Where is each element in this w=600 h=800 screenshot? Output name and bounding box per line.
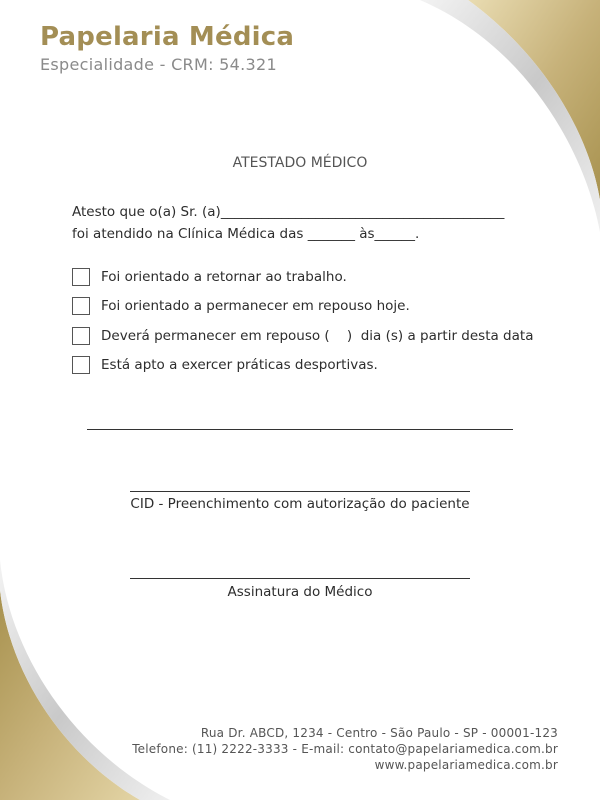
option-fit-for-sports[interactable] — [72, 356, 378, 374]
option-label: Foi orientado a retornar ao trabalho. — [101, 269, 347, 285]
checkbox[interactable] — [72, 327, 90, 345]
brand-name: Papelaria Médica — [40, 22, 295, 52]
checkbox[interactable] — [72, 268, 90, 286]
signature-caption: Assinatura do Médico — [227, 584, 373, 600]
document-title: ATESTADO MÉDICO — [232, 155, 368, 171]
notes-line[interactable] — [87, 429, 513, 430]
footer-contact: Telefone: (11) 2222-3333 - E-mail: contato@papelariamedica.com.br — [132, 742, 558, 756]
specialty-crm: Especialidade - CRM: 54.321 — [40, 55, 277, 74]
checkbox[interactable] — [72, 356, 90, 374]
signature-line[interactable] — [130, 578, 470, 579]
option-label: Está apto a exercer práticas desportivas. — [101, 357, 378, 373]
footer-address: Rua Dr. ABCD, 1234 - Centro - São Paulo - SP - 00001-123 — [200, 726, 558, 740]
cid-line[interactable] — [130, 491, 470, 492]
attest-line-2: foi atendido na Clínica Médica das _______ às______. — [72, 226, 420, 242]
cid-caption: CID - Preenchimento com autorização do paciente — [130, 496, 470, 512]
option-label: Foi orientado a permanecer em repouso hoje. — [101, 298, 410, 314]
option-label: Deverá permanecer em repouso ( ) dia (s) a partir desta data — [101, 328, 534, 344]
checkbox[interactable] — [72, 297, 90, 315]
option-rest-days[interactable] — [72, 327, 533, 345]
footer-website: www.papelariamedica.com.br — [374, 758, 558, 772]
attest-line-1: Atesto que o(a) Sr. (a)__________________________________________ — [72, 204, 505, 220]
option-return-to-work[interactable] — [72, 268, 347, 286]
option-rest-today[interactable] — [72, 297, 410, 315]
